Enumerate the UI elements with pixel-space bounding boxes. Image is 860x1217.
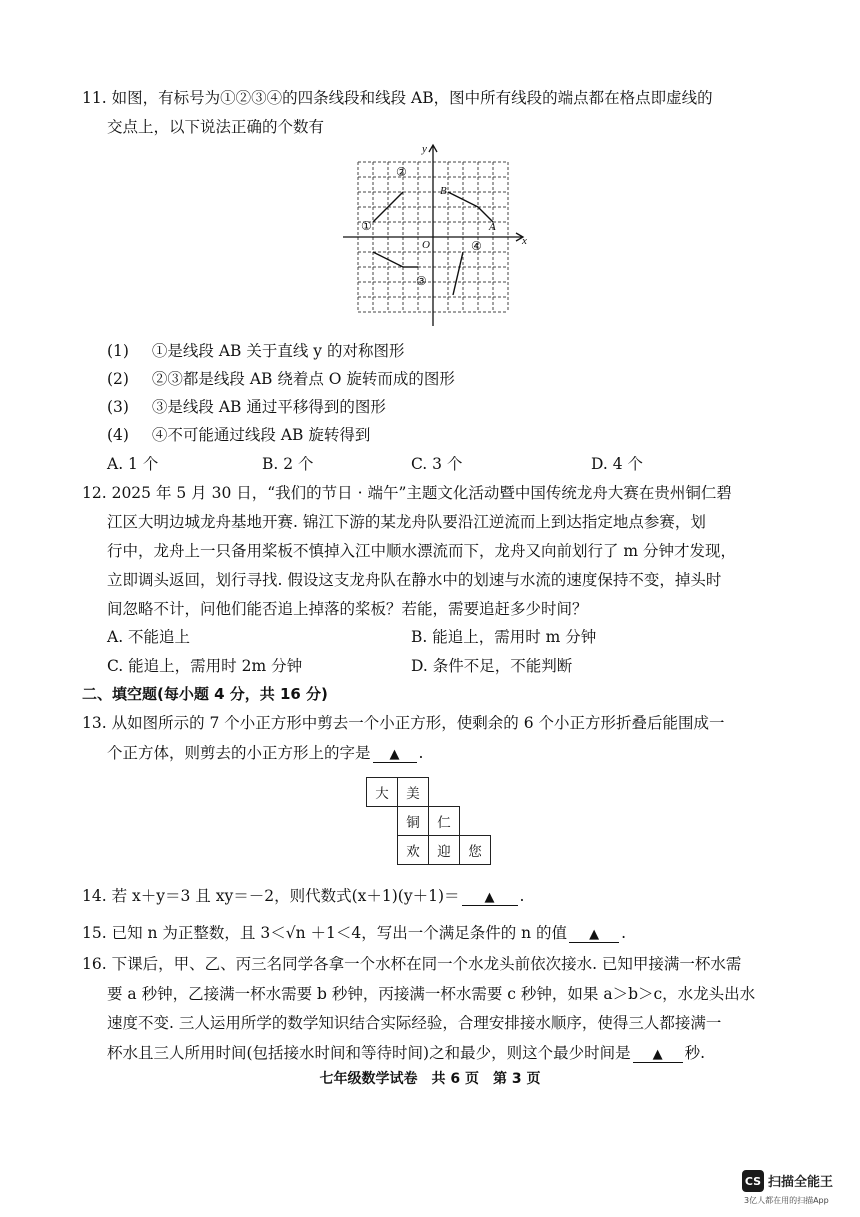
statement-num: (4) xyxy=(107,426,129,444)
statement-text: ③是线段 AB 通过平移得到的图形 xyxy=(151,398,386,416)
section-2-heading: 二、填空题(每小题 4 分，共 16 分) xyxy=(82,685,328,703)
statement-text: ④不可能通过线段 AB 旋转得到 xyxy=(151,426,371,444)
x-axis-label: x xyxy=(522,235,527,247)
q14 xyxy=(82,884,524,906)
net-cell: 迎 xyxy=(428,835,460,865)
q13-line2-end: . xyxy=(418,744,424,762)
q13-line2 xyxy=(107,741,423,763)
q15-text: 15. 已知 n 为正整数，且 3＜√n ＋1＜4，写出一个满足条件的 n 的值 xyxy=(82,924,568,942)
camscanner-name: 扫描全能王 xyxy=(768,1175,834,1190)
statement-1 xyxy=(107,339,404,361)
q14-end: . xyxy=(519,887,525,905)
statement-3 xyxy=(107,395,386,417)
camscanner-logo-icon: CS xyxy=(742,1170,764,1192)
q12-line4: 立即调头返回，划行寻找. 假设这支龙舟队在静水中的划速与水流的速度保持不变，掉头时 xyxy=(107,571,722,589)
segment-4-label: ④ xyxy=(471,239,482,253)
q11-option-d[interactable]: D. 4 个 xyxy=(591,455,644,473)
net-cell: 您 xyxy=(459,835,491,865)
q12-option-d[interactable]: D. 条件不足，不能判断 xyxy=(411,657,573,675)
statement-num: (1) xyxy=(107,342,129,360)
q11-option-b[interactable]: B. 2 个 xyxy=(262,455,314,473)
q11-option-a[interactable]: A. 1 个 xyxy=(107,455,159,473)
net-cell: 欢 xyxy=(397,835,429,865)
q13-answer-blank[interactable] xyxy=(373,744,417,763)
segment-3-label: ③ xyxy=(416,274,427,288)
q12-line2: 江区大明边城龙舟基地开赛. 锦江下游的某龙舟队要沿江逆流而上到达指定地点参赛，划 xyxy=(107,513,706,531)
page-footer: 七年级数学试卷 共 6 页 第 3 页 xyxy=(319,1071,541,1087)
q11-line2: 交点上，以下说法正确的个数有 xyxy=(107,118,325,136)
q16-line4-text: 杯水且三人所用时间(包括接水时间和等待时间)之和最少，则这个最少时间是 xyxy=(107,1044,631,1062)
statement-num: (2) xyxy=(107,370,129,388)
statement-4 xyxy=(107,423,370,445)
segment-2-label: ② xyxy=(396,165,407,179)
q14-text: 14. 若 x＋y＝3 且 xy＝－2，则代数式(x＋1)(y＋1)＝ xyxy=(82,887,460,905)
point-a-label: A xyxy=(489,221,496,233)
net-cell: 铜 xyxy=(397,806,429,836)
q13-line2-text: 个正方体，则剪去的小正方形上的字是 xyxy=(107,744,371,762)
net-cell: 大 xyxy=(366,777,398,807)
triangle-icon: ▲ xyxy=(389,747,400,762)
q14-answer-blank[interactable] xyxy=(462,887,518,906)
q12-line1: 12. 2025 年 5 月 30 日，“我们的节日 · 端午”主题文化活动暨中国传统龙舟大赛在贵州铜仁碧 xyxy=(82,484,732,502)
q11-coordinate-figure xyxy=(340,140,540,330)
q12-option-b[interactable]: B. 能追上，需用时 m 分钟 xyxy=(411,628,597,646)
q16-line1: 16. 下课后，甲、乙、丙三名同学各拿一个水杯在同一个水龙头前依次接水. 已知甲接满一杯水需 xyxy=(82,955,742,973)
q15 xyxy=(82,921,626,943)
q15-answer-blank[interactable] xyxy=(569,924,619,943)
q16-answer-blank[interactable] xyxy=(633,1044,683,1063)
q15-end: . xyxy=(621,924,626,942)
y-axis-label: y xyxy=(422,143,427,155)
q16-line4-end: 秒. xyxy=(684,1044,706,1062)
net-cell: 美 xyxy=(397,777,429,807)
q16-line3: 速度不变. 三人运用所学的数学知识结合实际经验，合理安排接水顺序，使得三人都接满一 xyxy=(107,1014,722,1032)
q12-line5: 间忽略不计，问他们能否追上掉落的桨板？若能，需要追赶多少时间？ xyxy=(107,600,588,618)
triangle-icon: ▲ xyxy=(484,890,495,905)
statement-2 xyxy=(107,367,455,389)
q11-line1: 11. 如图，有标号为①②③④的四条线段和线段 AB，图中所有线段的端点都在格点即虚线的 xyxy=(82,89,713,107)
q12-line3: 行中，龙舟上一只备用桨板不慎掉入江中顺水漂流而下，龙舟又向前划行了 m 分钟才发现， xyxy=(107,542,737,560)
triangle-icon: ▲ xyxy=(589,927,600,942)
q13-line1: 13. 从如图所示的 7 个小正方形中剪去一个小正方形，使剩余的 6 个小正方形折叠后能围成一 xyxy=(82,714,725,732)
triangle-icon: ▲ xyxy=(652,1047,663,1062)
segment-1-label: ① xyxy=(361,219,372,233)
axes xyxy=(343,145,523,326)
q16-line2: 要 a 秒钟，乙接满一杯水需要 b 秒钟，丙接满一杯水需要 c 秒钟，如果 a＞b＞c，水龙头出水 xyxy=(107,985,756,1003)
point-b-label: B xyxy=(440,185,447,197)
statement-num: (3) xyxy=(107,398,129,416)
q11-option-c[interactable]: C. 3 个 xyxy=(411,455,463,473)
net-cell: 仁 xyxy=(428,806,460,836)
origin-label: O xyxy=(422,239,430,251)
statement-text: ①是线段 AB 关于直线 y 的对称图形 xyxy=(151,342,405,360)
q12-option-c[interactable]: C. 能追上，需用时 2m 分钟 xyxy=(107,657,303,675)
q16-line4 xyxy=(107,1041,705,1063)
camscanner-tagline: 3亿人都在用的扫描App xyxy=(744,1196,829,1205)
statement-text: ②③都是线段 AB 绕着点 O 旋转而成的图形 xyxy=(151,370,455,388)
q12-option-a[interactable]: A. 不能追上 xyxy=(107,628,191,646)
